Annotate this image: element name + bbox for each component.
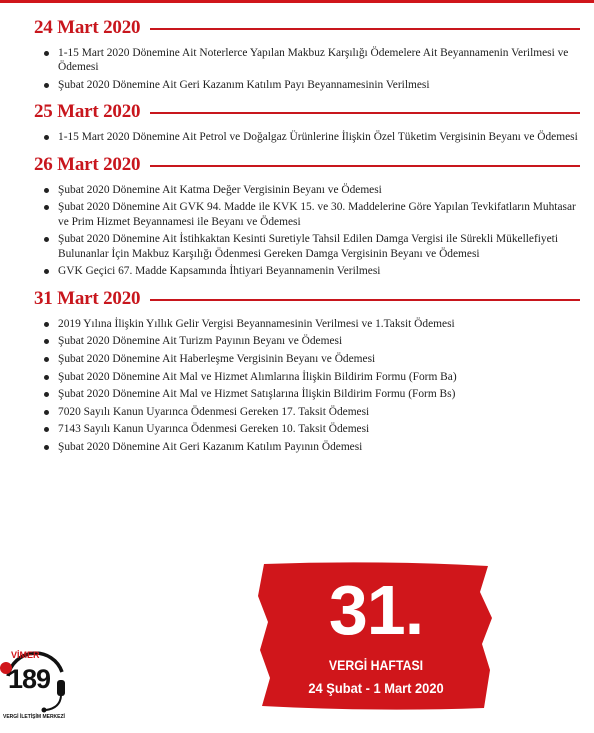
- list-item: Şubat 2020 Dönemine Ait Turizm Payının Beyanı ve Ödemesi: [44, 334, 580, 348]
- top-rule: [0, 0, 594, 3]
- tax-calendar: [34, 14, 580, 460]
- section-header: [34, 285, 580, 313]
- logo-subtitle: VERGİ İLETİŞİM MERKEZİ: [3, 714, 65, 720]
- item-list: [34, 130, 580, 144]
- list-item: Şubat 2020 Dönemine Ait Mal ve Hizmet Satışlarına İlişkin Bildirim Formu (Form Bs): [44, 387, 580, 401]
- section-divider: [150, 165, 580, 167]
- item-list: [34, 183, 580, 279]
- list-item: Şubat 2020 Dönemine Ait Geri Kazanım Katılım Payının Ödemesi: [44, 440, 580, 454]
- list-item: 7020 Sayılı Kanun Uyarınca Ödenmesi Gereken 17. Taksit Ödemesi: [44, 405, 580, 419]
- list-item: GVK Geçici 67. Madde Kapsamında İhtiyari Beyannamenin Verilmesi: [44, 264, 580, 278]
- section-header: [34, 98, 580, 126]
- tax-week-badge: [258, 562, 494, 710]
- list-item: 7143 Sayılı Kanun Uyarınca Ödenmesi Gereken 10. Taksit Ödemesi: [44, 422, 580, 436]
- list-item: Şubat 2020 Dönemine Ait Katma Değer Vergisinin Beyanı ve Ödemesi: [44, 183, 580, 197]
- section-24-mart: [34, 14, 580, 92]
- list-item: 2019 Yılına İlişkin Yıllık Gelir Vergisi Beyannamesinin Verilmesi ve 1.Taksit Ödemesi: [44, 317, 580, 331]
- section-title: 31 Mart 2020: [34, 287, 141, 309]
- section-26-mart: [34, 151, 580, 279]
- section-title: 26 Mart 2020: [34, 153, 141, 175]
- list-item: Şubat 2020 Dönemine Ait Mal ve Hizmet Alımlarına İlişkin Bildirim Formu (Form Ba): [44, 370, 580, 384]
- list-item: Şubat 2020 Dönemine Ait Geri Kazanım Katılım Payı Beyannamesinin Verilmesi: [44, 78, 580, 92]
- list-item: 1-15 Mart 2020 Dönemine Ait Noterlerce Yapılan Makbuz Karşılığı Ödemelere Ait Beyannamenin Verilmesi ve Ödemesi: [44, 46, 580, 75]
- vimer-logo: [0, 638, 70, 733]
- section-divider: [150, 112, 580, 114]
- section-31-mart: [34, 285, 580, 455]
- item-list: [34, 317, 580, 455]
- list-item: Şubat 2020 Dönemine Ait İstihkaktan Kesinti Suretiyle Tahsil Edilen Damga Vergisi ile Sürekli Mükellefiyeti Bulunanlar İçin Makbuz Karşılığı Ödenmesi Gereken Damga Vergisinin Beyanı ve Ödemesi: [44, 232, 580, 261]
- section-25-mart: [34, 98, 580, 144]
- badge-title: VERGİ HAFTASI: [328, 657, 424, 673]
- item-list: [34, 46, 580, 92]
- list-item: Şubat 2020 Dönemine Ait GVK 94. Madde ile KVK 15. ve 30. Maddelerine Göre Yapılan Tevkifatların Muhtasar ve Prim Hizmet Beyannamesi ile Beyanı ve Ödemesi: [44, 200, 580, 229]
- logo-brand: VİMER: [11, 650, 40, 660]
- badge-number: 31.: [328, 571, 424, 649]
- list-item: Şubat 2020 Dönemine Ait Haberleşme Vergisinin Beyanı ve Ödemesi: [44, 352, 580, 366]
- logo-number: 189: [8, 664, 51, 694]
- badge-dates: 24 Şubat - 1 Mart 2020: [308, 680, 444, 696]
- section-title: 25 Mart 2020: [34, 101, 141, 123]
- list-item: 1-15 Mart 2020 Dönemine Ait Petrol ve Doğalgaz Ürünlerine İlişkin Özel Tüketim Vergisinin Beyanı ve Ödemesi: [44, 130, 580, 144]
- section-header: [34, 14, 580, 42]
- section-divider: [150, 299, 580, 301]
- section-header: [34, 151, 580, 179]
- section-divider: [150, 28, 580, 30]
- section-title: 24 Mart 2020: [34, 17, 141, 38]
